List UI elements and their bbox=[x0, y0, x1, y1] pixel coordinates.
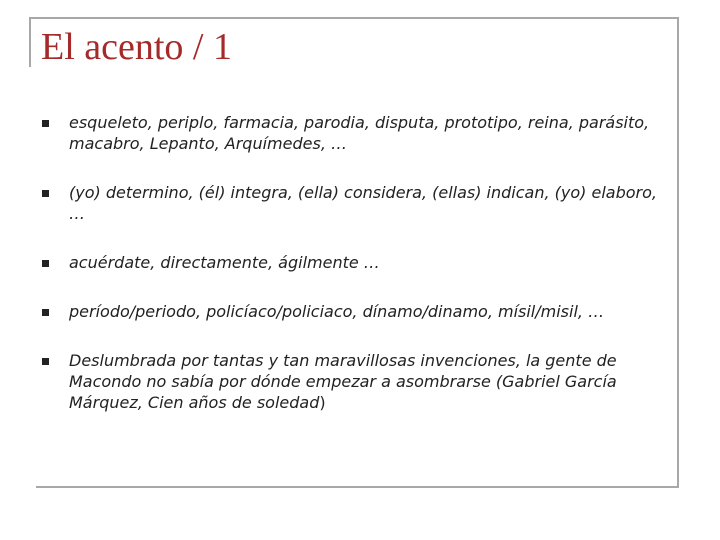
bullet-item bbox=[40, 182, 660, 224]
bullet-text: (yo) determino, (él) integra, (ella) considera, (ellas) indican, (yo) elaboro, … bbox=[69, 183, 657, 223]
quote-closing-paren: ) bbox=[319, 393, 326, 412]
bullet-text: esqueleto, periplo, farmacia, parodia, disputa, prototipo, reina, parásito, macabro, Lepanto, Arquímedes, … bbox=[69, 113, 650, 153]
bullet-text: acuérdate, directamente, ágilmente … bbox=[69, 253, 380, 272]
square-bullet-icon bbox=[42, 260, 49, 267]
frame-right-border bbox=[677, 17, 679, 487]
square-bullet-icon bbox=[42, 309, 49, 316]
bullet-item bbox=[40, 112, 660, 154]
quote-text bbox=[69, 350, 660, 413]
square-bullet-icon bbox=[42, 358, 49, 365]
square-bullet-icon bbox=[42, 190, 49, 197]
quote-body: Deslumbrada por tantas y tan maravillosas invenciones, la gente de Macondo no sabía por dónde empezar a asombrarse (Gabriel García Márquez, bbox=[69, 351, 617, 412]
bullet-item bbox=[40, 301, 660, 322]
bullet-list bbox=[40, 112, 660, 441]
frame-bottom-border bbox=[36, 486, 679, 488]
book-title: Cien años de soledad bbox=[147, 393, 320, 412]
bullet-item-quote bbox=[40, 350, 660, 413]
frame-left-border bbox=[29, 17, 31, 67]
square-bullet-icon bbox=[42, 120, 49, 127]
slide-title: El acento / 1 bbox=[41, 26, 232, 68]
bullet-item bbox=[40, 252, 660, 273]
bullet-text: período/periodo, policíaco/policiaco, dínamo/dinamo, mísil/misil, … bbox=[69, 302, 605, 321]
frame-top-border bbox=[29, 17, 679, 19]
